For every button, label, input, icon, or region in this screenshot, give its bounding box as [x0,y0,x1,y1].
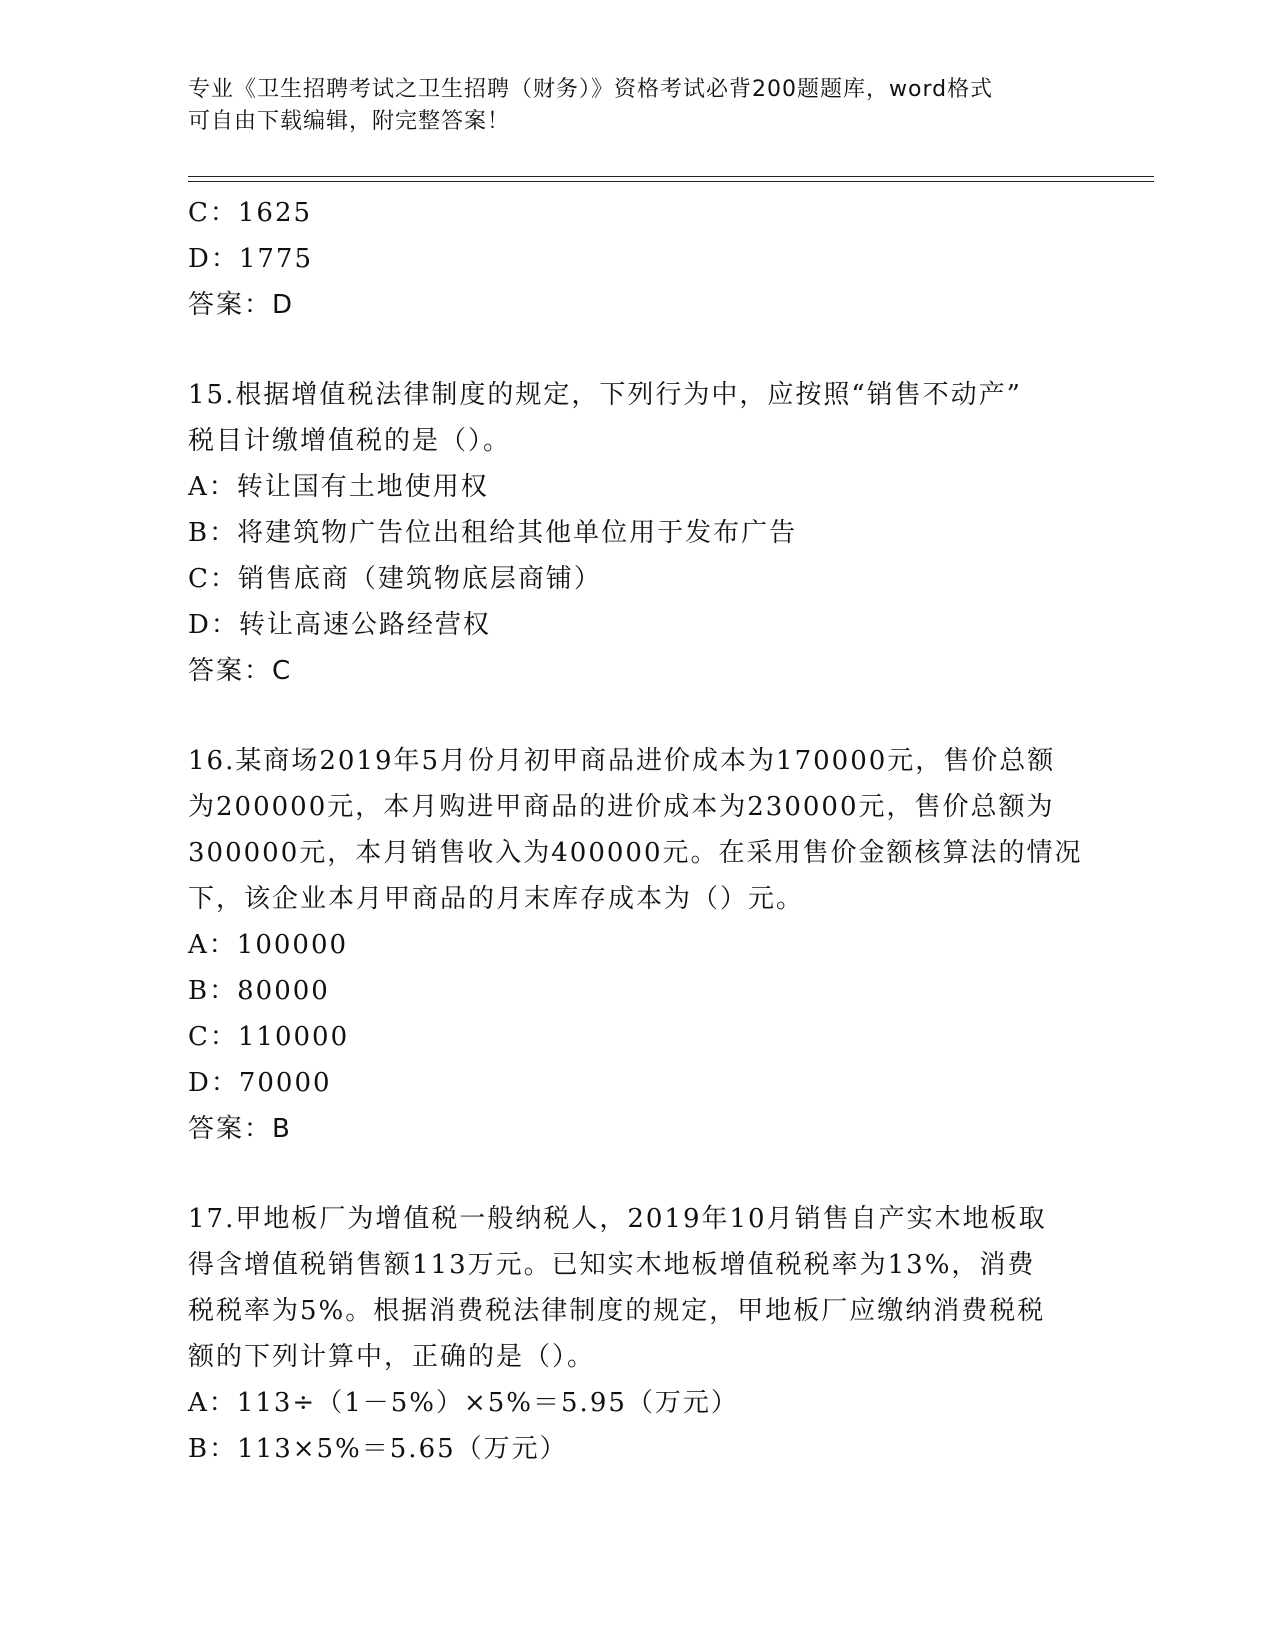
question-spacer [188,694,1088,738]
option-b: B：80000 [188,976,330,1006]
option-d: D：转让高速公路经营权 [188,610,491,640]
option-b: B：113×5%＝5.65（万元） [188,1434,568,1464]
question-stem: 税税率为5%。根据消费税法律制度的规定，甲地板厂应缴纳消费税税 [188,1296,1046,1326]
header-rule-bottom [188,181,1154,182]
option-d: D：1775 [188,244,314,274]
previous-question-tail [188,190,1088,328]
question-stem: 15.根据增值税法律制度的规定，下列行为中，应按照“销售不动产” [188,380,1022,410]
question-stem: 为200000元，本月购进甲商品的进价成本为230000元，售价总额为 [188,792,1055,822]
answer-line: 答案：C [188,656,293,686]
question-spacer [188,1152,1088,1196]
question-stem: 得含增值税销售额113万元。已知实木地板增值税税率为13%，消费 [188,1250,1036,1280]
question-17 [188,1196,1088,1472]
option-c: C：1625 [188,198,313,228]
question-stem: 16.某商场2019年5月份月初甲商品进价成本为170000元，售价总额 [188,746,1056,776]
question-stem: 300000元，本月销售收入为400000元。在采用售价金额核算法的情况 [188,838,1083,868]
option-c: C：销售底商（建筑物底层商铺） [188,564,602,594]
header-rule-top [188,176,1154,177]
option-c: C：110000 [188,1022,350,1052]
document-body [188,190,1088,1472]
option-a: A：转让国有土地使用权 [188,472,489,502]
question-stem: 税目计缴增值税的是（）。 [188,426,512,456]
question-spacer [188,328,1088,372]
document-header [188,74,1068,138]
header-title-line-1: 专业《卫生招聘考试之卫生招聘（财务）》资格考试必背200题题库，word格式 [188,77,994,102]
answer-line: 答案：B [188,1114,292,1144]
option-b: B：将建筑物广告位出租给其他单位用于发布广告 [188,518,798,548]
question-16 [188,738,1088,1152]
question-stem: 17.甲地板厂为增值税一般纳税人，2019年10月销售自产实木地板取 [188,1204,1047,1234]
question-15 [188,372,1088,694]
option-a: A：100000 [188,930,349,960]
answer-line: 答案：D [188,290,295,320]
header-title-line-2: 可自由下载编辑，附完整答案！ [188,109,511,134]
option-d: D：70000 [188,1068,332,1098]
option-a: A：113÷（1－5%）×5%＝5.95（万元） [188,1388,739,1418]
question-stem: 下，该企业本月甲商品的月末库存成本为（）元。 [188,884,805,914]
question-stem: 额的下列计算中，正确的是（）。 [188,1342,596,1372]
